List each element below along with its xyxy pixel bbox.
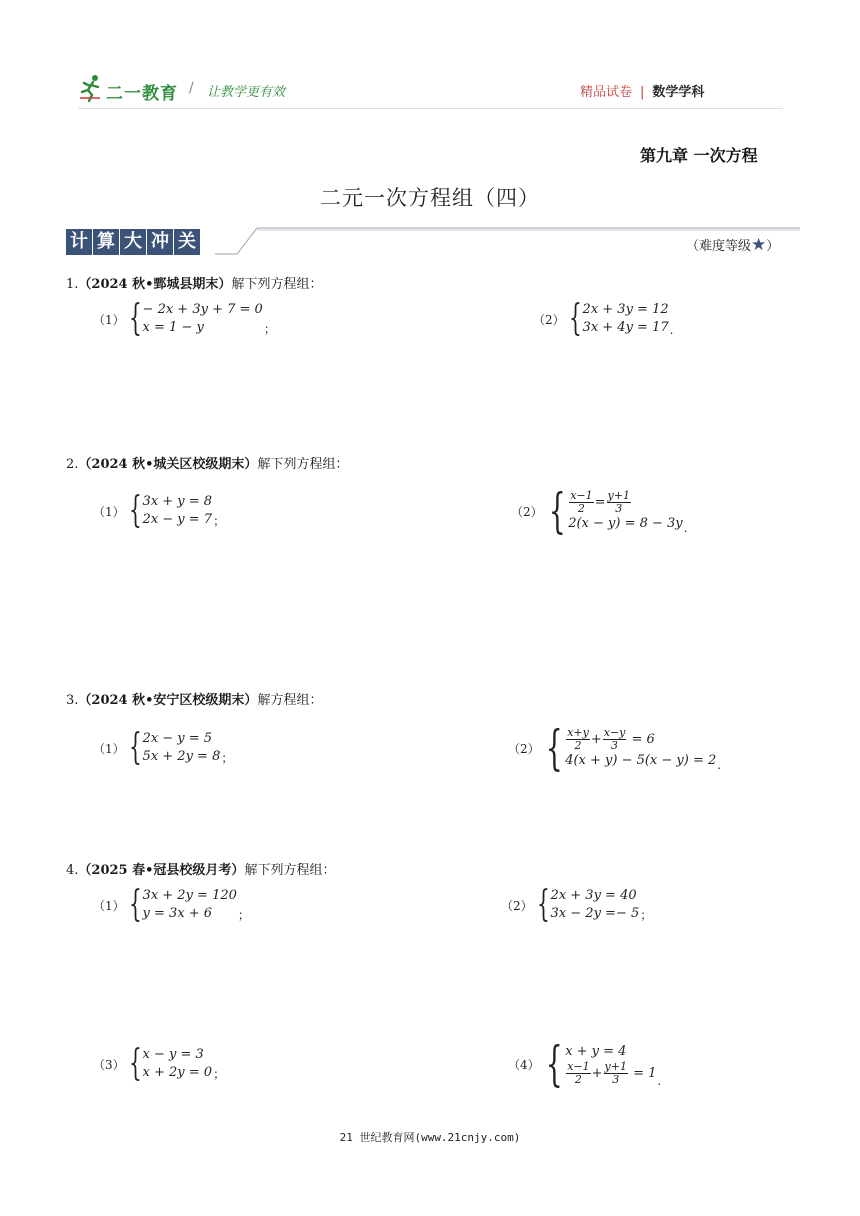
punctuation: . bbox=[717, 758, 722, 772]
question-number: 3. bbox=[66, 693, 79, 708]
part-label: （3） bbox=[93, 1057, 125, 1072]
denominator: 2 bbox=[574, 738, 582, 752]
brace-icon: { bbox=[548, 483, 566, 539]
equation: 2(x − y) = 8 − 3y bbox=[568, 515, 683, 531]
equation: − 2x + 3y + 7 = 0 bbox=[142, 302, 263, 317]
question-source: （2025 春•冠县校级月考） bbox=[78, 863, 245, 878]
question-number: 4. bbox=[66, 863, 79, 878]
page-title: 二元一次方程组（四） bbox=[320, 186, 540, 210]
denominator: 2 bbox=[577, 501, 585, 515]
q4-part-4 bbox=[508, 1036, 662, 1092]
header-divider bbox=[78, 108, 783, 109]
difficulty-close: ） bbox=[766, 239, 780, 254]
operator: + bbox=[591, 1065, 603, 1081]
q3-part-1 bbox=[93, 727, 234, 768]
header-tags bbox=[580, 81, 704, 100]
q2-part-1 bbox=[93, 490, 226, 531]
brace-icon: { bbox=[128, 490, 142, 531]
banner-char: 计 bbox=[66, 229, 92, 255]
equation: x = 1 − y bbox=[142, 320, 204, 335]
operator: = bbox=[594, 494, 606, 510]
denominator: 3 bbox=[615, 501, 623, 515]
equation: 3x + 2y = 120 bbox=[142, 888, 237, 903]
equation bbox=[565, 727, 716, 752]
punctuation: ； bbox=[213, 1067, 226, 1081]
part-label: （4） bbox=[508, 1057, 540, 1072]
brace-icon: { bbox=[128, 727, 142, 768]
question-instruction: 解下列方程组： bbox=[244, 863, 336, 878]
equation: x − y = 3 bbox=[142, 1047, 204, 1062]
question-number: 1. bbox=[66, 277, 79, 292]
equation bbox=[568, 490, 682, 515]
part-label: （1） bbox=[93, 741, 125, 756]
banner-char: 算 bbox=[93, 229, 119, 255]
logo-runner-icon bbox=[78, 74, 104, 102]
part-label: （2） bbox=[501, 898, 533, 913]
section-banner bbox=[66, 229, 201, 255]
equation bbox=[565, 1061, 656, 1086]
question-source: （2024 秋•城关区校级期末） bbox=[78, 457, 258, 472]
brace-icon: { bbox=[128, 298, 142, 339]
q4-part-3 bbox=[93, 1043, 226, 1084]
brace-icon: { bbox=[536, 884, 550, 925]
punctuation: ； bbox=[237, 908, 250, 922]
question-3 bbox=[66, 689, 322, 708]
question-1 bbox=[66, 273, 322, 292]
star-icon: ★ bbox=[751, 235, 767, 255]
chapter-title: 第九章 一次方程 bbox=[640, 146, 758, 165]
numerator: y+1 bbox=[607, 488, 630, 502]
q1-part-2 bbox=[533, 298, 674, 339]
q1-part-1 bbox=[93, 298, 276, 339]
part-label: （1） bbox=[93, 504, 125, 519]
part-label: （2） bbox=[533, 312, 565, 327]
brace-icon: { bbox=[545, 720, 563, 776]
q3-part-2 bbox=[508, 720, 722, 776]
numerator: x−1 bbox=[567, 1059, 590, 1073]
numerator: x−y bbox=[603, 725, 626, 739]
equation: 2x + 3y = 12 bbox=[582, 302, 669, 317]
equation: 2x − y = 7 bbox=[142, 512, 213, 527]
q2-part-2 bbox=[511, 483, 688, 539]
question-instruction: 解方程组： bbox=[257, 693, 323, 708]
equation: x + 2y = 0 bbox=[142, 1065, 213, 1080]
question-instruction: 解下列方程组： bbox=[231, 277, 323, 292]
punctuation: ； bbox=[640, 908, 653, 922]
brace-icon: { bbox=[568, 298, 582, 339]
question-number: 2. bbox=[66, 457, 79, 472]
question-4 bbox=[66, 859, 335, 878]
equation: 5x + 2y = 8 bbox=[142, 749, 221, 764]
equation: 4(x + y) − 5(x − y) = 2 bbox=[565, 752, 717, 768]
logo-slash: / bbox=[189, 80, 194, 96]
punctuation: . bbox=[683, 521, 688, 535]
equation: 3x + 4y = 17 bbox=[582, 320, 669, 335]
footer-source: 21 世纪教育网(www.21cnjy.com) bbox=[339, 1131, 521, 1144]
equation: 2x − y = 5 bbox=[142, 731, 213, 746]
punctuation: . bbox=[669, 323, 674, 337]
numerator: y+1 bbox=[604, 1059, 627, 1073]
logo-text: 二一教育 bbox=[106, 84, 178, 104]
q4-part-1 bbox=[93, 884, 250, 925]
equation-tail: = 6 bbox=[631, 731, 655, 747]
numerator: x−1 bbox=[570, 488, 593, 502]
part-label: （2） bbox=[508, 741, 540, 756]
brace-icon: { bbox=[545, 1036, 563, 1092]
part-label: （2） bbox=[511, 504, 543, 519]
question-instruction: 解下列方程组： bbox=[257, 457, 349, 472]
tag-separator: | bbox=[640, 85, 645, 100]
denominator: 3 bbox=[612, 1072, 620, 1086]
tag-subject: 数学学科 bbox=[652, 85, 705, 100]
banner-char: 大 bbox=[120, 229, 146, 255]
brace-icon: { bbox=[128, 884, 142, 925]
logo-slogan: 让教学更有效 bbox=[207, 85, 286, 100]
part-label: （1） bbox=[93, 898, 125, 913]
q4-part-2 bbox=[501, 884, 653, 925]
equation: 3x − 2y =− 5 bbox=[550, 906, 640, 921]
equation-tail: = 1 bbox=[633, 1065, 657, 1081]
equation: y = 3x + 6 bbox=[142, 906, 213, 921]
equation: 2x + 3y = 40 bbox=[550, 888, 637, 903]
punctuation: ； bbox=[221, 751, 234, 765]
punctuation: ； bbox=[263, 322, 276, 336]
banner-char: 关 bbox=[174, 229, 200, 255]
punctuation: ； bbox=[213, 514, 226, 528]
banner-char: 冲 bbox=[147, 229, 173, 255]
denominator: 3 bbox=[611, 738, 619, 752]
equation: 3x + y = 8 bbox=[142, 494, 213, 509]
tag-quality: 精品试卷 bbox=[580, 85, 633, 100]
operator: + bbox=[590, 731, 602, 747]
equation: x + y = 4 bbox=[565, 1043, 627, 1059]
question-source: （2024 秋•鄄城县期末） bbox=[78, 277, 232, 292]
punctuation: . bbox=[657, 1074, 662, 1088]
denominator: 2 bbox=[574, 1072, 582, 1086]
brace-icon: { bbox=[128, 1043, 142, 1084]
question-2 bbox=[66, 453, 348, 472]
numerator: x+y bbox=[567, 725, 589, 739]
question-source: （2024 秋•安宁区校级期末） bbox=[78, 693, 258, 708]
part-label: （1） bbox=[93, 312, 125, 327]
difficulty-label: （难度等级 bbox=[686, 239, 752, 254]
difficulty-rating bbox=[686, 235, 779, 255]
